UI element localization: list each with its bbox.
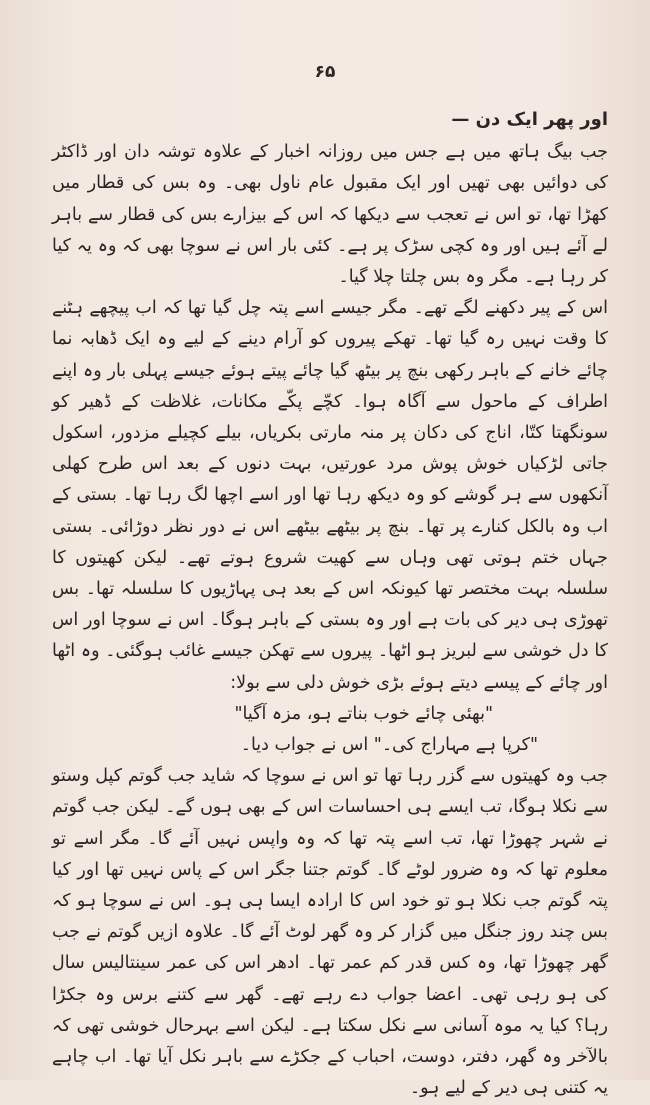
section-heading: اور پھر ایک دن — xyxy=(451,109,608,130)
dialogue-line-1: "بھئی چائے خوب بناتے ہو، مزہ آگیا" xyxy=(234,703,493,724)
page-number: ۶۵ xyxy=(314,62,336,82)
paragraph-1: جب بیگ ہاتھ میں ہے جس میں روزانہ اخبار کے علاوہ توشہ دان اور ڈاکٹر کی دوائیں بھی تھیں اور ایک مقبول عام ناول بھی۔ وہ بس کی قطار میں کھڑا تھا، تو اس نے تعجب سے دیکھا کہ اس کے بیزارے بس کی قطار سے باہر لے آئے ہیں اور وہ کچی سڑک پر ہے۔ کئی بار اس نے سوچا بھی کہ وہ یہ کیا کر رہا ہے۔ مگر وہ بس چلتا چلا گیا۔ xyxy=(52,142,608,288)
text-body xyxy=(52,104,608,1105)
paragraph-3: جب وہ کھیتوں سے گزر رہا تھا تو اس نے سوچا کہ شاید جب گوتم کپل وستو سے نکلا ہوگا، تب ایسے ہی احساسات اس کے بھی ہوں گے۔ لیکن جب گوتم نے شہر چھوڑا تھا، تب اسے پتہ تھا کہ وہ واپس نہیں آئے گا۔ مگر اسے تو معلوم تھا کہ وہ ضرور لوٹے گا۔ گوتم جتنا جگر اس کے پاس نہیں تھا اور کیا پتہ گوتم جب نکلا ہو تو خود اس کا ارادہ ایسا ہی ہو۔ اس نے سوچا ہو کہ بس چند روز جنگل میں گزار کر وہ گھر لوٹ آئے گا۔ علاوہ ازیں گوتم نے جب گھر چھوڑا تھا، وہ کس قدر کم عمر تھا۔ ادھر اس کی عمر سینتالیس سال کی ہو رہی تھی۔ اعضا جواب دے رہے تھے۔ گھر سے کتنے برس وہ جکڑا رہا؟ کیا یہ موہ آسانی سے نکل سکتا ہے۔ لیکن اسے بہرحال خوشی تھی کہ بالآخر وہ گھر، دفتر، دوست، احباب کے جکڑے سے باہر نکل آیا تھا۔ اب چاہے یہ کتنی ہی دیر کے لیے ہو۔ xyxy=(52,766,608,1099)
dialogue-line-2: "کرپا ہے مہاراج کی۔" اس نے جواب دیا۔ xyxy=(240,735,538,756)
paragraph-2: اس کے پیر دکھنے لگے تھے۔ مگر جیسے اسے پتہ چل گیا تھا کہ اب پیچھے ہٹنے کا وقت نہیں رہ گیا تھا۔ تھکے پیروں کو آرام دینے کے لیے وہ ایک ڈھابہ نما چائے خانے کے باہر رکھی بنچ پر بیٹھ گیا چائے پیتے ہوئے جیسے پہلی بار وہ اپنے اطراف کے ماحول سے آگاہ ہوا۔ کچّے پکّے مکانات، غلاظت کے ڈھیر کو سونگھتا کتّا، اناج کی دکان پر منہ مارتی بکریاں، بیلے کچیلے مزدور، اسکول جاتی لڑکیاں خوش پوش مرد عورتیں، بہت دنوں کے بعد اس طرح کھلی آنکھوں سے ہر گوشے کو وہ دیکھ رہا تھا اور اسے اچھا لگ رہا تھا۔ بستی کے اب وہ بالکل کنارے پر تھا۔ بنچ پر بیٹھے بیٹھے اس نے دور نظر دوڑائی۔ بستی جہاں ختم ہوتی تھی وہاں سے کھیت شروع ہوتے تھے۔ لیکن کھیتوں کا سلسلہ بہت مختصر تھا کیونکہ اس کے بعد ہی پہاڑیوں کا سلسلہ تھا۔ بس تھوڑی ہی دیر کی بات ہے اور وہ بستی کے باہر ہوگا۔ اس نے سوچا اور اس کا دل خوشی سے لبریز ہو اٹھا۔ پیروں سے تھکن جیسے غائب ہوگئی۔ وہ اٹھا اور چائے کے پیسے دیتے ہوئے بڑی خوش دلی سے بولا: xyxy=(52,298,608,693)
